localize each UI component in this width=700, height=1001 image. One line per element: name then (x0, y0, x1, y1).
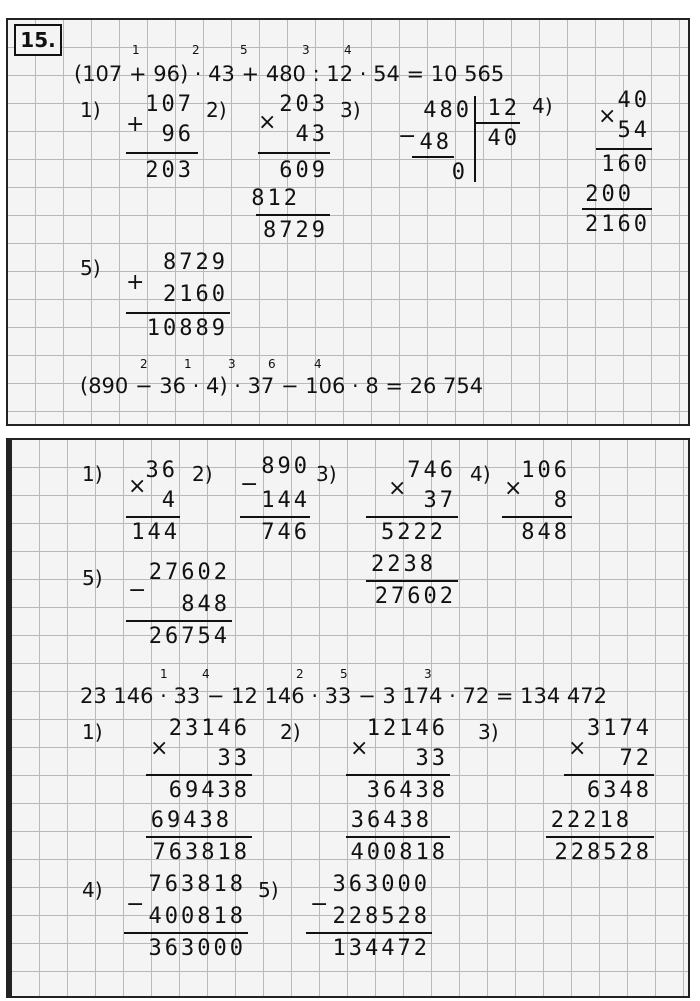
partial-product: 160 (601, 152, 650, 177)
operand: 363000 (332, 872, 430, 897)
result: 10889 (146, 316, 228, 341)
order-mark: 4 (314, 357, 322, 371)
result-line (346, 836, 450, 838)
expression-1: (107 + 96) · 43 + 480 : 12 · 54 = 10 565 (74, 62, 505, 86)
result-line (126, 516, 180, 518)
result-line (258, 152, 330, 154)
order-mark: 4 (344, 43, 352, 57)
step-label: 5) (80, 256, 101, 280)
times-sign: × (150, 736, 169, 761)
partial-product: 22218 (550, 808, 632, 833)
result: 2160 (585, 212, 650, 237)
result-line (596, 148, 652, 150)
result: 203 (145, 158, 194, 183)
order-mark: 2 (140, 357, 148, 371)
minus-sign: − (128, 578, 147, 603)
operand: 144 (261, 488, 310, 513)
result-line (564, 774, 654, 776)
order-mark: 1 (184, 357, 192, 371)
order-mark: 4 (202, 667, 210, 681)
result-line (412, 156, 454, 158)
quotient: 40 (487, 126, 520, 151)
result: 134472 (332, 936, 430, 961)
plus-sign: + (126, 112, 145, 137)
order-mark: 3 (424, 667, 432, 681)
order-mark: 3 (228, 357, 236, 371)
result-line (126, 152, 198, 154)
operand: 400818 (148, 904, 246, 929)
times-sign: × (598, 104, 617, 129)
times-sign: × (128, 474, 147, 499)
times-sign: × (388, 476, 407, 501)
operand: 43 (295, 122, 328, 147)
operand: 72 (619, 746, 652, 771)
result: 848 (521, 520, 570, 545)
result-line (240, 516, 310, 518)
step-label: 4) (82, 878, 103, 902)
result: 363000 (148, 936, 246, 961)
operand: 36 (145, 458, 178, 483)
operand: 890 (261, 454, 310, 479)
order-mark: 1 (160, 667, 168, 681)
operand: 4 (161, 488, 178, 513)
step-label: 1) (80, 98, 101, 122)
partial-product: 2238 (371, 552, 436, 577)
divisor-line (476, 122, 520, 124)
operand: 8729 (163, 250, 228, 275)
result-line (124, 932, 248, 934)
operand: 37 (423, 488, 456, 513)
result-line (256, 214, 330, 216)
minus-sign: − (240, 472, 259, 497)
partial-product: 200 (585, 182, 634, 207)
partial-product: 69438 (150, 808, 232, 833)
operand: 3174 (587, 716, 652, 741)
dividend: 480 (423, 98, 472, 123)
partial-product: 36438 (350, 808, 432, 833)
division-bar (474, 96, 476, 182)
step-label: 2) (280, 720, 301, 744)
partial-product: 69438 (168, 778, 250, 803)
minus-sign: − (310, 892, 329, 917)
operand: 54 (617, 118, 650, 143)
result-line (126, 312, 230, 314)
result-line (366, 580, 458, 582)
result-line (546, 836, 654, 838)
result-line (346, 774, 450, 776)
task-number: 15. (14, 24, 62, 56)
step-label: 4) (470, 462, 491, 486)
operand: 33 (415, 746, 448, 771)
operand: 107 (145, 92, 194, 117)
step-label: 1) (82, 720, 103, 744)
result-line (366, 516, 458, 518)
step-label: 3) (340, 98, 361, 122)
partial-product: 609 (279, 158, 328, 183)
partial-product: 6348 (587, 778, 652, 803)
operand: 40 (617, 88, 650, 113)
step-label: 2) (206, 98, 227, 122)
remainder: 0 (451, 160, 468, 185)
step-label: 3) (478, 720, 499, 744)
operand: 746 (407, 458, 456, 483)
result: 763818 (152, 840, 250, 865)
result-line (126, 620, 232, 622)
order-mark: 5 (340, 667, 348, 681)
result-line (582, 208, 652, 210)
operand: 23146 (168, 716, 250, 741)
order-mark: 5 (240, 43, 248, 57)
minus-sign: − (398, 124, 417, 149)
minus-sign: − (126, 892, 145, 917)
expression-3: 23 146 · 33 − 12 146 · 33 − 3 174 · 72 = 134 472 (80, 684, 607, 708)
times-sign: × (350, 736, 369, 761)
result: 746 (261, 520, 310, 545)
step-label: 3) (316, 462, 337, 486)
operand: 27602 (148, 560, 230, 585)
step-label: 2) (192, 462, 213, 486)
result: 144 (131, 520, 180, 545)
operand: 12146 (366, 716, 448, 741)
step-label: 5) (258, 878, 279, 902)
result: 27602 (374, 584, 456, 609)
operand: 2160 (163, 282, 228, 307)
result: 26754 (148, 624, 230, 649)
result-line (146, 836, 252, 838)
operand: 203 (279, 92, 328, 117)
order-mark: 6 (268, 357, 276, 371)
times-sign: × (568, 736, 587, 761)
result: 228528 (554, 840, 652, 865)
times-sign: × (504, 476, 523, 501)
step-label: 4) (532, 94, 553, 118)
operand: 106 (521, 458, 570, 483)
times-sign: × (258, 110, 277, 135)
plus-sign: + (126, 270, 145, 295)
partial-product: 36438 (366, 778, 448, 803)
order-mark: 2 (192, 43, 200, 57)
result-line (502, 516, 572, 518)
operand: 96 (161, 122, 194, 147)
result-line (146, 774, 252, 776)
order-mark: 2 (296, 667, 304, 681)
result: 8729 (263, 218, 328, 243)
operand: 848 (181, 592, 230, 617)
order-mark: 1 (132, 43, 140, 57)
operand: 8 (553, 488, 570, 513)
subtrahend: 48 (419, 130, 452, 155)
expression-2: (890 − 36 · 4) · 37 − 106 · 8 = 26 754 (80, 374, 484, 398)
step-label: 1) (82, 462, 103, 486)
result-line (306, 932, 432, 934)
partial-product: 5222 (381, 520, 446, 545)
order-mark: 3 (302, 43, 310, 57)
operand: 228528 (332, 904, 430, 929)
divisor: 12 (487, 96, 520, 121)
partial-product: 812 (251, 186, 300, 211)
operand: 763818 (148, 872, 246, 897)
result: 400818 (350, 840, 448, 865)
step-label: 5) (82, 566, 103, 590)
operand: 33 (217, 746, 250, 771)
